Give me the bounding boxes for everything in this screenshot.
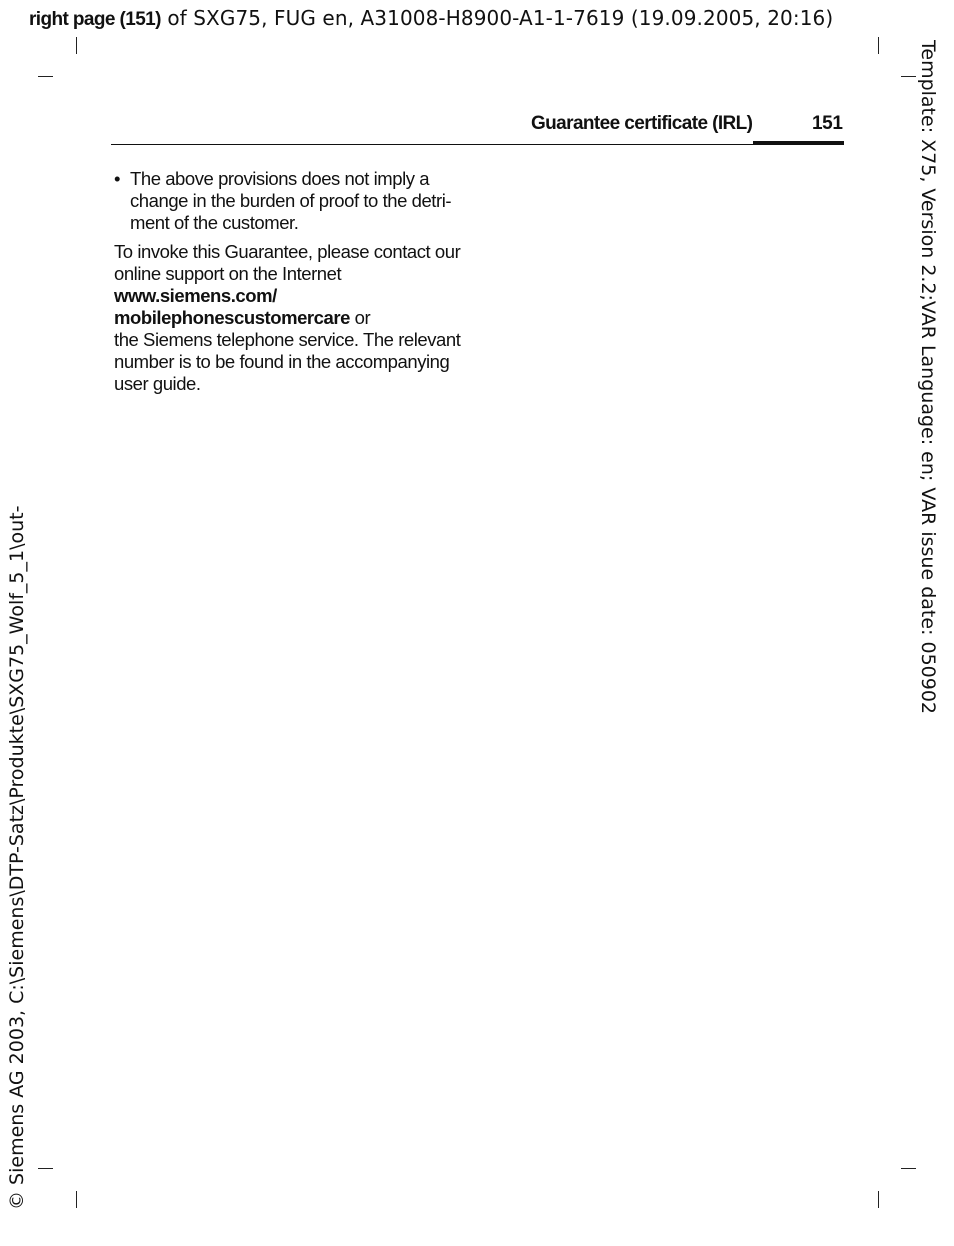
page-number: 151 bbox=[812, 113, 843, 134]
support-url-line2: mobilephonescustomercare bbox=[114, 307, 350, 328]
bullet-marker: • bbox=[114, 168, 121, 189]
header-rule-accent bbox=[753, 141, 844, 145]
crop-mark-top-right-vertical bbox=[878, 37, 879, 54]
crop-mark-bottom-right-vertical bbox=[878, 1191, 879, 1208]
running-header-title: Guarantee certificate (IRL) bbox=[531, 113, 753, 134]
contact-paragraph bbox=[114, 241, 464, 395]
print-job-info bbox=[29, 6, 833, 32]
or-word: or bbox=[349, 307, 371, 328]
document-reference: of SXG75, FUG en, A31008-H8900-A1-1-7619 (19.09.2005, 20:16) bbox=[160, 6, 834, 30]
crop-mark-bottom-right-horizontal bbox=[901, 1168, 916, 1169]
contact-rest: the Siemens telephone service. The relevant number is to be found in the accompanying user guide. bbox=[114, 329, 461, 394]
page-side-label: right page (151) bbox=[29, 9, 161, 30]
bullet-text: The above provisions does not imply a change in the burden of proof to the detri-ment of the customer. bbox=[130, 168, 452, 233]
template-info-vertical: Template: X75, Version 2.2;VAR Language: en; VAR issue date: 050902 bbox=[917, 40, 939, 715]
support-url-line1: www.siemens.com/ bbox=[114, 285, 277, 306]
body-column bbox=[114, 168, 464, 395]
crop-mark-top-left-horizontal bbox=[38, 76, 53, 77]
crop-mark-bottom-left-horizontal bbox=[38, 1168, 53, 1169]
contact-intro: To invoke this Guarantee, please contact our online support on the Internet bbox=[114, 241, 461, 284]
bullet-item bbox=[114, 168, 464, 234]
crop-mark-bottom-left-vertical bbox=[76, 1191, 77, 1208]
copyright-path-vertical: © Siemens AG 2003, C:\Siemens\DTP-Satz\Produkte\SXG75_Wolf_5_1\out- bbox=[6, 505, 28, 1210]
crop-mark-top-right-horizontal bbox=[901, 76, 916, 77]
header-rule bbox=[111, 144, 753, 145]
crop-mark-top-left-vertical bbox=[76, 37, 77, 54]
